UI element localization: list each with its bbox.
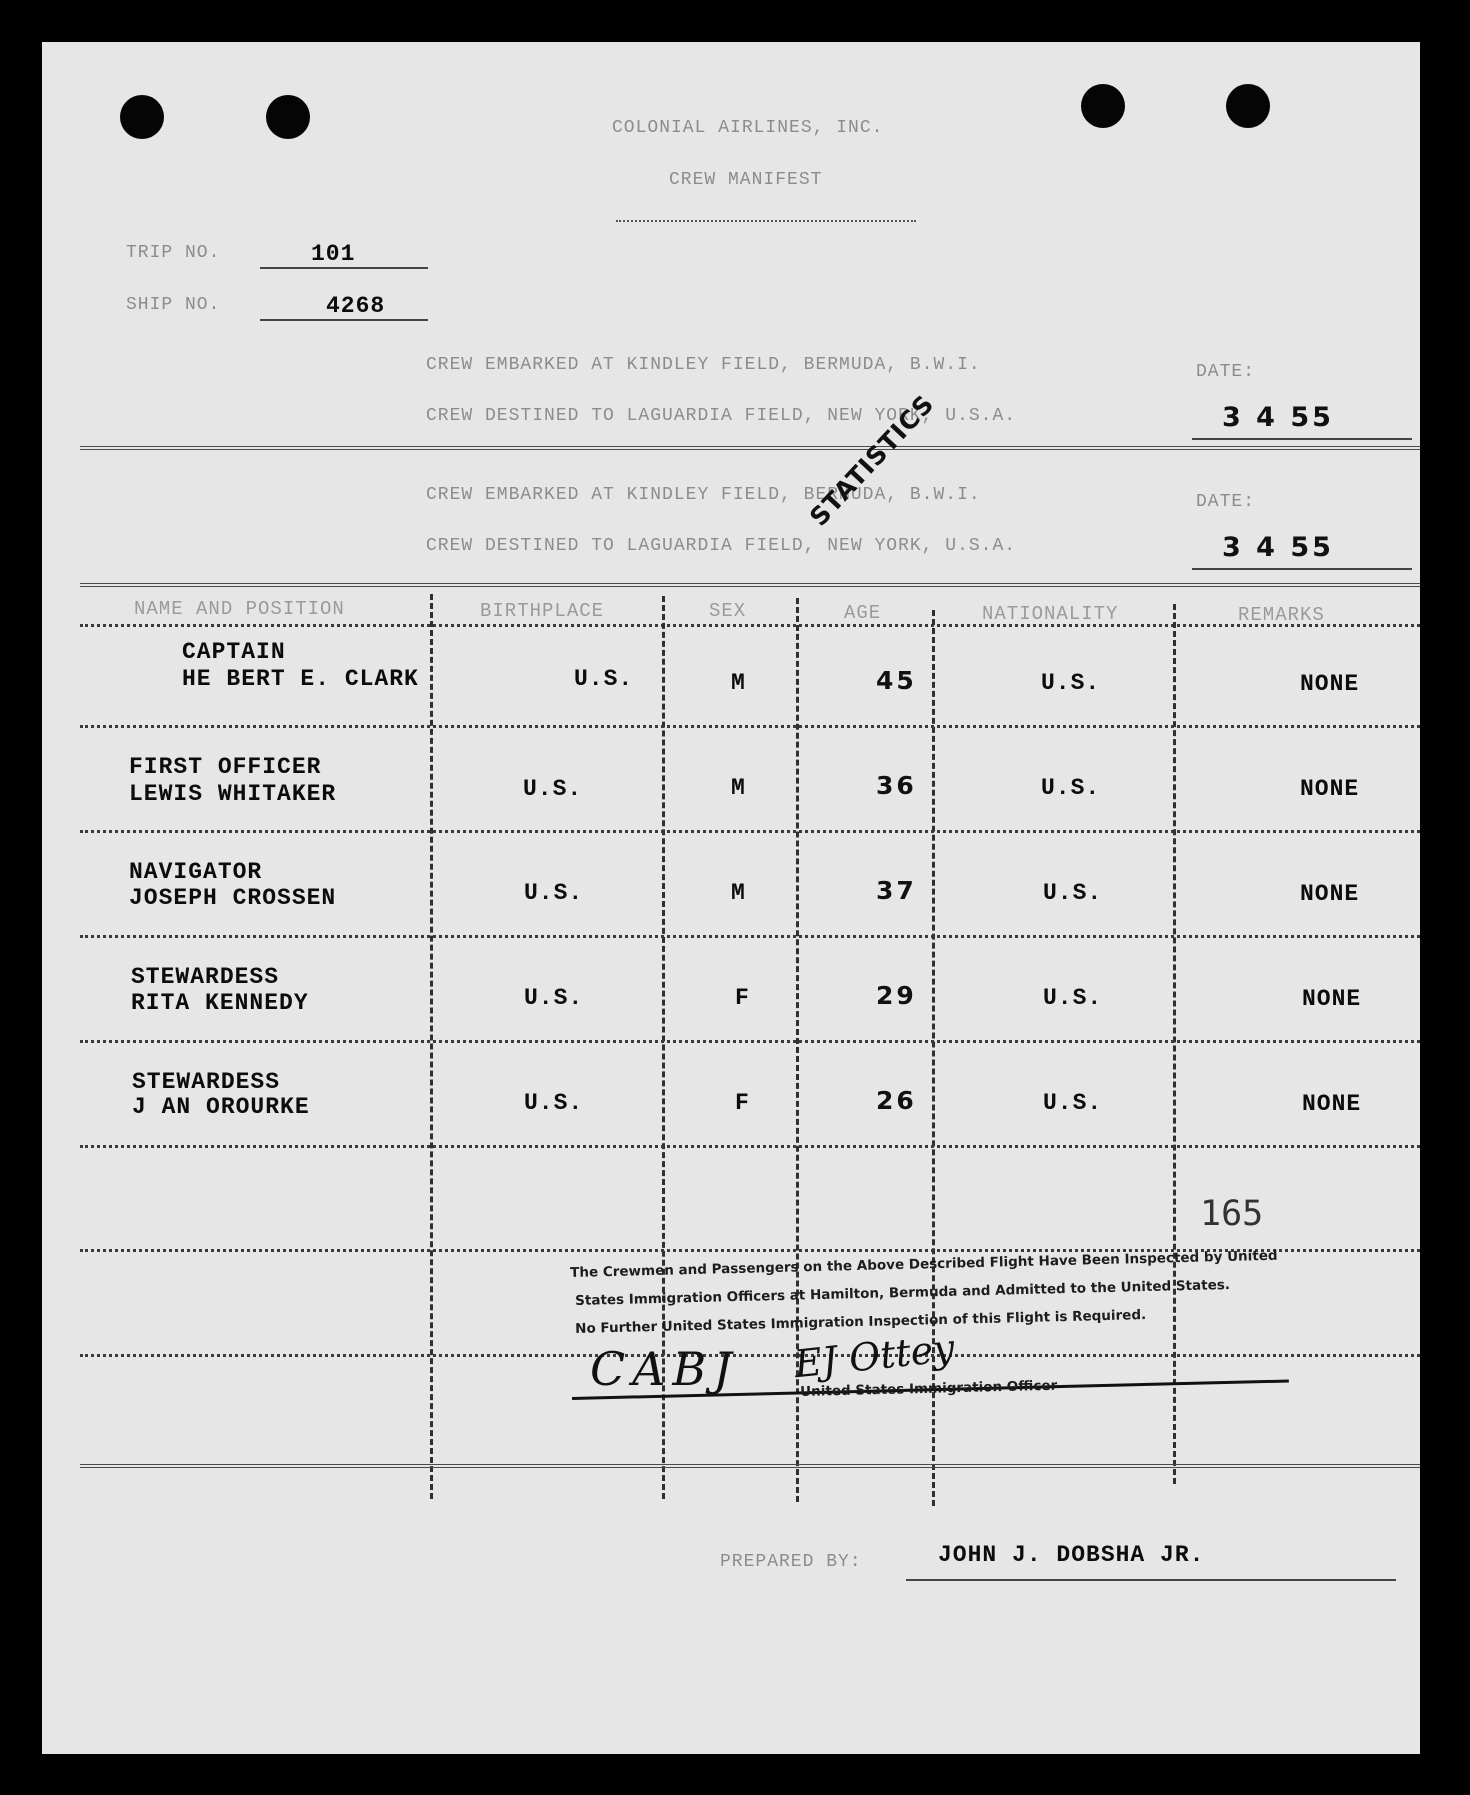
- ship-underline: [260, 319, 428, 321]
- crew-birthplace: U.S.: [524, 880, 584, 906]
- table-top-border: [80, 583, 1420, 587]
- crew-age: 36: [876, 771, 917, 800]
- officer-signature: EJ Ottey: [792, 1325, 957, 1387]
- destined-line-1: CREW DESTINED TO LAGUARDIA FIELD, NEW YORK, U.S.A.: [426, 406, 1017, 426]
- prepared-by-underline: [906, 1579, 1396, 1581]
- crew-name: LEWIS WHITAKER: [129, 781, 337, 807]
- crew-name: JOSEPH CROSSEN: [129, 885, 337, 911]
- crew-sex: M: [731, 775, 746, 801]
- header-remarks: REMARKS: [1238, 604, 1325, 626]
- header-bottom-border: [80, 624, 1420, 627]
- crew-position: STEWARDESS: [132, 1069, 281, 1095]
- section-divider-1: [80, 446, 1420, 450]
- row-divider: [80, 1040, 1420, 1043]
- manifest-sheet: [42, 42, 1420, 1754]
- prepared-by-label: PREPARED BY:: [720, 1552, 862, 1572]
- header-age: AGE: [844, 602, 882, 624]
- row-divider: [80, 935, 1420, 938]
- crew-remarks: NONE: [1302, 1091, 1362, 1117]
- crew-birthplace: U.S.: [524, 985, 584, 1011]
- ship-number: 4268: [326, 293, 386, 319]
- officer-label: United States Immigration Officer: [800, 1377, 1058, 1400]
- inspection-stamp-line-1: The Crewmen and Passengers on the Above Described Flight Have Been Inspected by United: [570, 1247, 1278, 1281]
- crew-age: 29: [876, 981, 917, 1010]
- crew-remarks: NONE: [1300, 881, 1360, 907]
- crew-sex: M: [731, 880, 746, 906]
- crew-age: 26: [876, 1086, 917, 1115]
- crew-sex: F: [735, 1090, 750, 1116]
- page-number: 165: [1200, 1194, 1264, 1234]
- crew-position: CAPTAIN: [182, 639, 286, 665]
- trip-underline: [260, 267, 428, 269]
- crew-birthplace: U.S.: [523, 776, 583, 802]
- crew-sex: F: [735, 985, 750, 1011]
- crew-name: J AN OROURKE: [132, 1094, 310, 1120]
- trip-number: 101: [311, 241, 356, 267]
- crew-remarks: NONE: [1300, 671, 1360, 697]
- crew-remarks: NONE: [1302, 986, 1362, 1012]
- embarked-line-2: CREW EMBARKED AT KINDLEY FIELD, BERMUDA, B.W.I.: [426, 485, 981, 505]
- statistics-stamp: STATISTICS: [804, 389, 940, 532]
- crew-nationality: U.S.: [1043, 1090, 1103, 1116]
- inspection-stamp-line-3: No Further United States Immigration Inspection of this Flight is Required.: [575, 1307, 1147, 1337]
- header-name-position: NAME AND POSITION: [134, 598, 345, 620]
- header-birthplace: BIRTHPLACE: [480, 600, 605, 622]
- table-bottom-border: [80, 1464, 1420, 1468]
- row-divider: [80, 1354, 1420, 1357]
- crew-nationality: U.S.: [1043, 880, 1103, 906]
- trip-label: TRIP NO.: [126, 243, 221, 263]
- header-nationality: NATIONALITY: [982, 603, 1119, 625]
- company-name: COLONIAL AIRLINES, INC.: [612, 118, 884, 138]
- punch-hole: [1226, 84, 1270, 128]
- crew-position: FIRST OFFICER: [129, 754, 322, 780]
- inspection-stamp-line-2: States Immigration Officers at Hamilton, Bermuda and Admitted to the United States.: [575, 1276, 1231, 1309]
- crew-nationality: U.S.: [1043, 985, 1103, 1011]
- embarked-line-1: CREW EMBARKED AT KINDLEY FIELD, BERMUDA, B.W.I.: [426, 355, 981, 375]
- date-underline-2: [1192, 568, 1412, 570]
- ship-label: SHIP NO.: [126, 295, 221, 315]
- punch-hole: [266, 95, 310, 139]
- punch-hole: [1081, 84, 1125, 128]
- row-divider: [80, 725, 1420, 728]
- date-label-1: DATE:: [1196, 362, 1256, 382]
- crew-age: 37: [876, 876, 917, 905]
- row-divider: [80, 830, 1420, 833]
- crew-nationality: U.S.: [1041, 775, 1101, 801]
- destined-line-2: CREW DESTINED TO LAGUARDIA FIELD, NEW YORK, U.S.A.: [426, 536, 1017, 556]
- crew-position: NAVIGATOR: [129, 859, 263, 885]
- crew-position: STEWARDESS: [131, 964, 280, 990]
- crew-name: RITA KENNEDY: [131, 990, 309, 1016]
- document-title: CREW MANIFEST: [669, 170, 823, 190]
- header-sex: SEX: [709, 600, 747, 622]
- crew-nationality: U.S.: [1041, 670, 1101, 696]
- date-underline-1: [1192, 438, 1412, 440]
- punch-hole: [120, 95, 164, 139]
- date-value-2: 3 4 55: [1222, 532, 1334, 563]
- date-value-1: 3 4 55: [1222, 402, 1334, 433]
- prepared-by-name: JOHN J. DOBSHA JR.: [938, 1542, 1205, 1568]
- row-divider: [80, 1145, 1420, 1148]
- crew-sex: M: [731, 670, 746, 696]
- title-underline: [616, 220, 916, 222]
- crew-birthplace: U.S.: [524, 1090, 584, 1116]
- column-divider: [1173, 604, 1176, 1484]
- date-label-2: DATE:: [1196, 492, 1256, 512]
- signature-initials: CABJ: [590, 1342, 739, 1396]
- crew-name: HE BERT E. CLARK: [182, 666, 419, 692]
- crew-remarks: NONE: [1300, 776, 1360, 802]
- crew-age: 45: [876, 666, 917, 695]
- column-divider: [430, 594, 433, 1499]
- crew-birthplace: U.S.: [574, 666, 634, 692]
